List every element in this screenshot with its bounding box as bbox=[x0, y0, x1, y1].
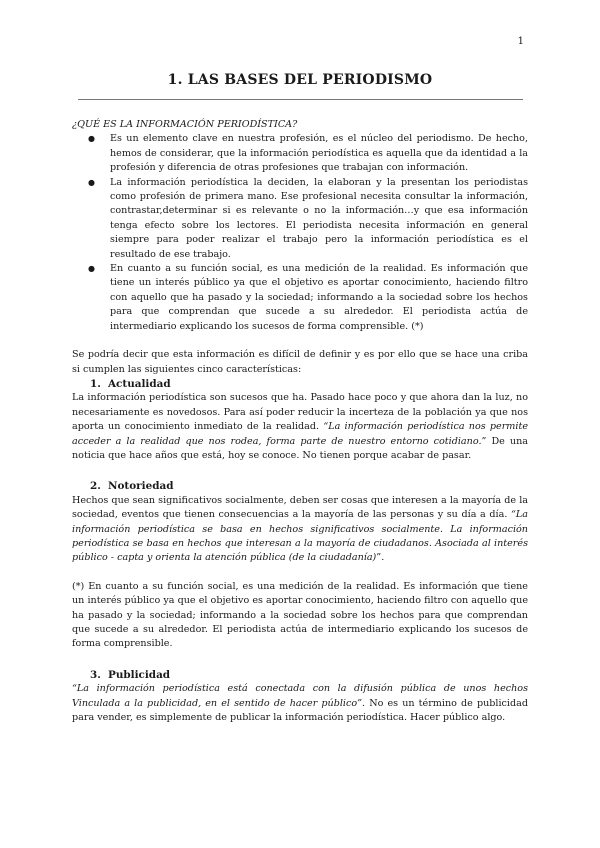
footnote-paragraph: (*) En cuanto a su función social, es una medición de la realidad. Es información que tiene un interés público ya que el objetivo es aportar conocimiento, haciendo filtro con aquello que ha pasado y la sociedad; informando a la sociedad sobre los hechos para que comprendan que sucede a su alrededor. El periodista actúa de intermediario explicando los sucesos de forma comprensible. bbox=[72, 580, 528, 650]
heading-actualidad bbox=[72, 377, 528, 391]
heading-number: 3. bbox=[90, 668, 101, 681]
bullet-item: ● La información periodística la deciden, la elaboran y la presentan los periodistas como profesión de primera mano. Ese profesional necesita consultar la información, contrastar,determinar si es relevante o no la información…y que esa información tenga efecto sobre los lectores. El periodista necesita información en general siempre para poder realizar el trabajo pero la información periodística es el resultado de ese trabajo. bbox=[110, 176, 528, 262]
paragraph-actualidad bbox=[72, 391, 528, 463]
bullet-item: ● Es un elemento clave en nuestra profesión, es el núcleo del periodismo. De hecho, hemos de considerar, que la información periodística es aquella que da identidad a la profesión y diferencia de otras profesiones que trabajan con información. bbox=[110, 132, 528, 175]
bullet-list bbox=[72, 132, 528, 334]
intro-paragraph: Se podría decir que esta información es difícil de definir y es por ello que se hace una criba si cumplen las siguientes cinco características: bbox=[72, 349, 528, 375]
heading-text: Publicidad bbox=[108, 668, 171, 681]
paragraph-text: ” De una noticia que hace años que está, hoy se conoce. No tienen porque acabar de pasar. bbox=[72, 435, 529, 461]
section-question: ¿QUÉ ES LA INFORMACIÓN PERIODÍSTICA? bbox=[72, 119, 298, 130]
paragraph-publicidad bbox=[72, 682, 528, 725]
bullet-item: ● En cuanto a su función social, es una medición de la realidad. Es información que tiene un interés público ya que el objetivo es aportar conocimiento, haciendo filtro con aquello que ha pasado y la sociedad; informando a la sociedad sobre los hechos para que comprendan que sucede a su alrededor. El periodista actúa de intermediario explicando los sucesos de forma comprensible. (*) bbox=[110, 262, 528, 334]
quote-text: “La información periodística nos permite acceder a la realidad que nos rodea, forma parte de nuestro entorno cotidiano. bbox=[72, 421, 528, 447]
page-title: 1. LAS BASES DEL PERIODISMO bbox=[167, 72, 433, 88]
quote-text: “La información periodística está conectada con la difusión pública de unos hechos Vinculada a la publicidad, en el sentido de hacer público”. bbox=[72, 683, 528, 709]
heading-notoriedad bbox=[72, 479, 528, 493]
heading-text: Notoriedad bbox=[108, 480, 174, 493]
paragraph-text: ”. bbox=[376, 552, 385, 564]
page-number: 1 bbox=[517, 36, 524, 47]
heading-text: Actualidad bbox=[108, 377, 171, 390]
quote-text: “La información periodística se basa en hechos significativos socialmente. La información periodística se basa en hechos que interesan a la mayoría de ciudadanos. Asociada al interés público - capta y orienta la atención pública (de la ciudadanía) bbox=[72, 509, 528, 564]
paragraph-text: Hechos que sean significativos socialmente, deben ser cosas que interesen a la mayoría de la sociedad, eventos que tienen consecuencias a la mayoría de las personas y su día a día. bbox=[72, 494, 528, 521]
title-divider bbox=[78, 99, 523, 100]
paragraph-text: La información periodística son sucesos que ha. Pasado hace poco y que ahora dan la luz, no necesariamente es novedosos. Para así poder reducir la incerteza de la población ya que nos aporta un conocimiento inmediato de la realidad. bbox=[72, 392, 528, 433]
paragraph-notoriedad bbox=[72, 494, 528, 566]
heading-number: 1. bbox=[90, 377, 101, 390]
document-body bbox=[72, 118, 528, 725]
heading-publicidad bbox=[72, 668, 528, 682]
heading-number: 2. bbox=[90, 480, 101, 493]
paragraph-text: No es un término de publicidad para vender, es simplemente de publicar la información periodística. Hacer público algo. bbox=[72, 697, 528, 724]
